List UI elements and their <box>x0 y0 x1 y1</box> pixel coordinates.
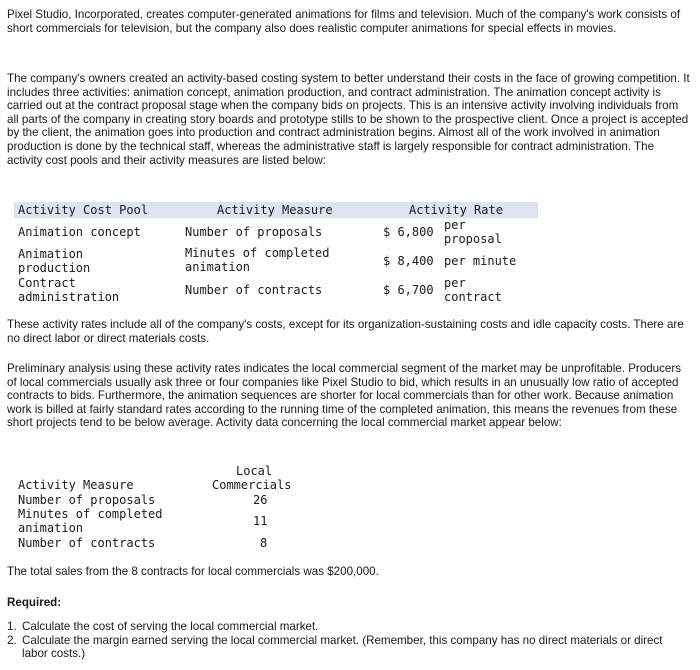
header-activity-measure: Activity Measure <box>217 203 333 217</box>
pool-animation-production-cont: production <box>18 261 91 275</box>
pool-animation-production: Animation <box>18 247 84 261</box>
requirement-text: Calculate the cost of serving the local commercial market. <box>22 620 319 633</box>
rate-unit: per <box>444 276 466 290</box>
header-activity-rate: Activity Rate <box>409 203 503 217</box>
pool-contract-administration: Contract <box>18 276 76 290</box>
requirement-item <box>7 620 691 634</box>
header-commercials: Commercials <box>212 478 292 492</box>
requirement-text: Calculate the margin earned serving the local commercial market. (Remember, this company has no direct materials or direct labor costs.) <box>22 633 663 661</box>
rate-amount: $ 8,400 <box>383 254 434 268</box>
requirement-number: 1. <box>7 620 17 633</box>
rate-unit: proposal <box>444 232 502 246</box>
pool-animation-concept: Animation concept <box>18 225 141 239</box>
local-measure-minutes-cont: animation <box>18 521 84 535</box>
rate-unit: per <box>444 218 466 232</box>
rate-amount: $ 6,700 <box>383 283 434 297</box>
local-value-proposals: 26 <box>253 493 268 507</box>
rate-unit: contract <box>444 290 502 304</box>
header-activity-measure: Activity Measure <box>18 478 134 492</box>
requirement-item <box>7 634 691 661</box>
measure-number-of-contracts: Number of contracts <box>185 283 323 297</box>
rates-note-paragraph: These activity rates include all of the company's costs, except for its organization-sustaining costs and idle capacity costs. There are no direct labor or direct materials costs. <box>7 318 684 345</box>
measure-number-of-proposals: Number of proposals <box>185 225 323 239</box>
rate-unit: per minute <box>444 254 517 268</box>
sales-note: The total sales from the 8 contracts for local commercials was $200,000. <box>7 565 379 578</box>
header-activity-cost-pool: Activity Cost Pool <box>18 203 149 217</box>
local-measure-contracts: Number of contracts <box>18 536 156 550</box>
local-measure-minutes: Minutes of completed <box>18 507 163 521</box>
rate-amount: $ 6,800 <box>383 225 434 239</box>
abc-system-paragraph: The company's owners created an activity-based costing system to better understand their costs in the face of growing competition. It includes three activities: animation concept, animation production, and contract administration. The animation concept activity is carried out at the contract proposal stage when the company bids on projects. This is an intensive activity involving individuals from all parts of the company in creating story boards and prototype stills to be shown to the prospective client. Once a project is accepted by the client, the animation goes into production and contract administration begins. Almost all of the work involved in animation production is done by the technical staff, whereas the administrative staff is largely responsible for contract administration. The activity cost pools and their activity measures are listed below: <box>7 72 690 167</box>
analysis-paragraph: Preliminary analysis using these activity rates indicates the local commercial segment of the market may be unprofitable. Producers of local commercials usually ask three or four companies like Pixel Studio to bid, which results in an unusually low ratio of accepted contracts to bids. Furthermore, the animation sequences are shorter for local commercials than for other work. Because animation work is billed at fairly standard rates according to the running time of the completed animation, this means the revenues from these short projects tend to be below average. Activity data concerning the local commercial market appear below: <box>7 362 682 430</box>
header-local: Local <box>236 464 273 478</box>
required-heading: Required: <box>7 596 62 609</box>
requirements-list <box>7 620 691 661</box>
pool-contract-administration-cont: administration <box>18 290 120 304</box>
local-value-minutes: 11 <box>253 514 268 528</box>
measure-minutes-completed-cont: animation <box>185 260 251 274</box>
intro-paragraph: Pixel Studio, Incorporated, creates computer-generated animations for films and television. Much of the company's work consists of short commercials for television, but the company also does realistic computer animations for special effects in movies. <box>7 8 681 35</box>
requirement-number: 2. <box>7 633 17 647</box>
measure-minutes-completed: Minutes of completed <box>185 246 330 260</box>
local-measure-proposals: Number of proposals <box>18 493 156 507</box>
local-value-contracts: 8 <box>260 536 268 550</box>
